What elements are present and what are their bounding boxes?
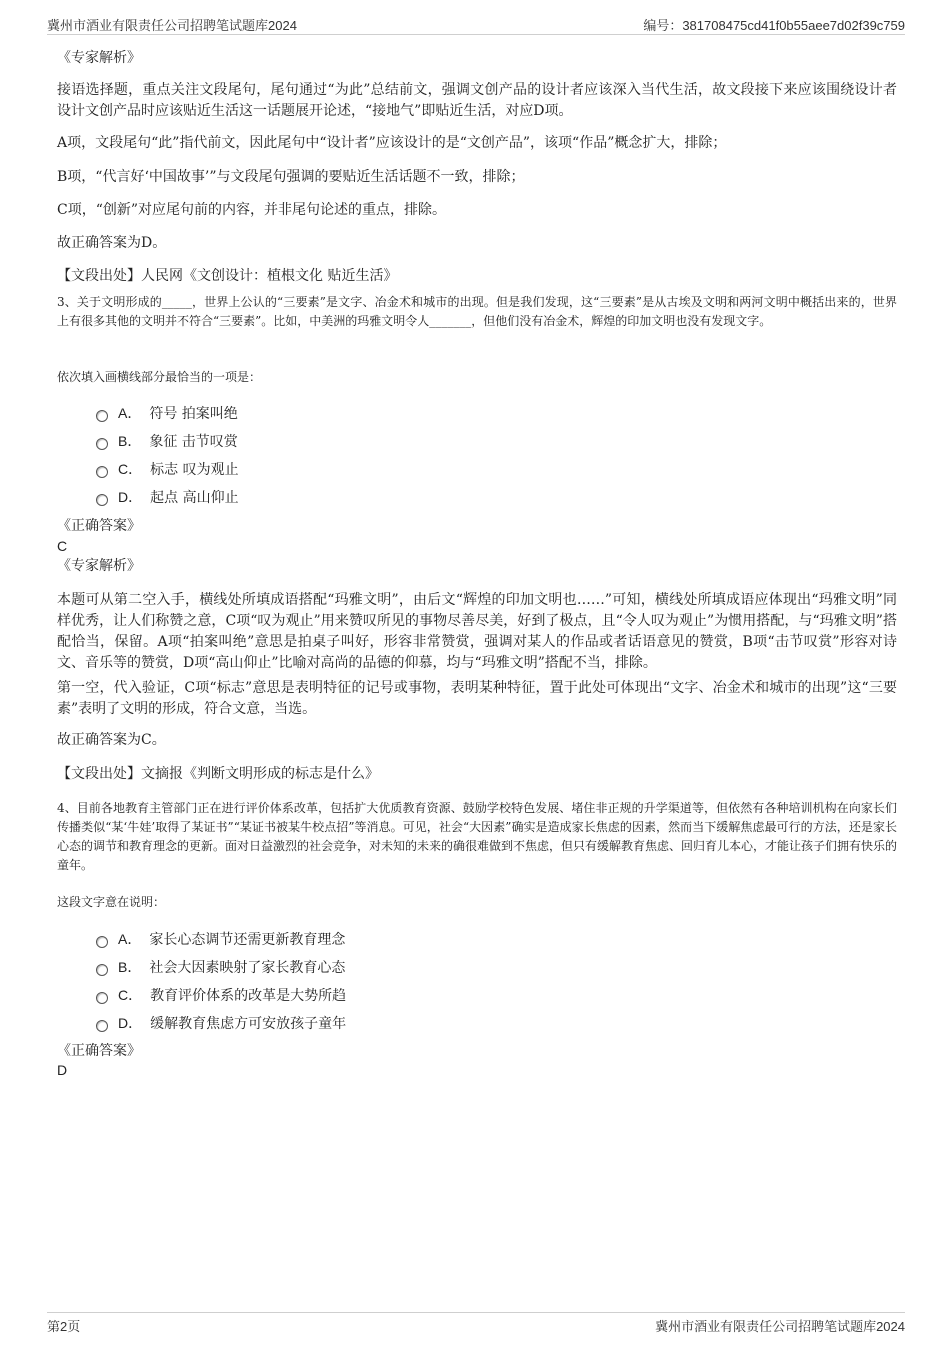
q2-analysis-option-c: C项，“创新”对应尾句前的内容，并非尾句论述的重点，排除。 [57,202,447,218]
q4-option-b[interactable] [96,956,345,978]
q3-prompt-text: 依次填入画横线部分最恰当的一项是： [57,370,262,384]
q2-answer-statement [57,233,897,254]
option-letter: D． [118,489,143,505]
option-letter: A． [118,405,142,421]
radio-icon[interactable] [96,410,108,422]
q4-option-a[interactable] [96,928,345,950]
q3-analysis-label: 《专家解析》 [57,558,141,574]
option-letter: A． [118,931,142,947]
q2-analysis-option-a: A项，文段尾句“此”指代前文，因此尾句中“设计者”应该设计的是“文创产品”，该项“作品”概念扩大，排除； [57,135,727,151]
q3-analysis-text: 第一空，代入验证，C项“标志”意思是表明特征的记号或事物，表明某种特征，置于此处可体现出“文字、冶金术和城市的出现”这“三要素”表明了文明的形成，符合文意，当选。 [57,680,897,717]
q2-analysis-label: 《专家解析》 [57,50,141,66]
q2-analysis-p4 [57,200,897,221]
option-text: 标志 叹为观止 [150,462,239,478]
q3-prompt [57,368,897,387]
q3-analysis-p1 [57,590,897,674]
option-text: 象征 击节叹赏 [149,434,238,450]
option-letter: B． [118,433,142,449]
option-letter: D． [118,1015,143,1031]
q2-answer-text: 故正确答案为D。 [57,235,167,251]
radio-icon[interactable] [96,1020,108,1032]
q3-stem [57,293,897,331]
option-text: 社会大因素映射了家长教育心态 [149,960,346,976]
radio-icon[interactable] [96,438,108,450]
option-letter: C． [118,987,143,1003]
q2-source [57,266,897,287]
q3-option-b[interactable] [96,430,238,452]
q3-option-a[interactable] [96,402,238,424]
radio-icon[interactable] [96,992,108,1004]
q3-analysis-text: 本题可从第二空入手，横线处所填成语搭配“玛雅文明”，由后文“辉煌的印加文明也……”可知，横线处所填成语应体现出“玛雅文明”同样优秀，让人们称赞之意，C项“叹为观止”用来赞叹所见的事物尽善尽美，好到了极点，且“令人叹为观止”为惯用搭配，与“玛雅文明”搭配恰当，保留。A项“拍案叫绝”意思是拍桌子叫好，形容非常赞赏，强调对某人的作品或者话语意见的赞赏，B项“击节叹赏”形容对诗文、音乐等的赞赏，D项“高山仰止”比喻对高尚的品德的仰慕，均与“玛雅文明”搭配不当，排除。 [57,592,897,671]
option-text: 缓解教育焦虑方可安放孩子童年 [150,1016,347,1032]
q4-option-d[interactable] [96,1012,346,1034]
q3-analysis-p2 [57,678,897,720]
q2-analysis-p3 [57,167,897,188]
header-title: 冀州市酒业有限责任公司招聘笔试题库2024 [47,17,297,33]
q2-source-text: 【文段出处】人民网《文创设计：植根文化 贴近生活》 [57,268,398,284]
q4-answer-label: 《正确答案》 [57,1043,141,1059]
q4-answer: D [57,1062,68,1078]
option-letter: B． [118,959,142,975]
q4-prompt [57,893,897,912]
q3-answer: C [57,538,68,554]
option-letter: C． [118,461,143,477]
q2-analysis-p1 [57,80,897,122]
option-text: 起点 高山仰止 [150,490,239,506]
header-serial-number: 编号：381708475cd41f0b55aee7d02f39c759 [643,17,905,33]
q3-source [57,764,897,785]
q4-stem [57,799,897,875]
q4-prompt-text: 这段文字意在说明： [57,895,166,909]
q3-answer-text: 故正确答案为C。 [57,732,166,748]
q2-analysis-option-b: B项，“代言好‘中国故事’”与文段尾句强调的要贴近生活话题不一致，排除； [57,169,525,185]
radio-icon[interactable] [96,964,108,976]
radio-icon[interactable] [96,494,108,506]
q2-analysis-text: 接语选择题，重点关注文段尾句，尾句通过“为此”总结前文，强调文创产品的设计者应该深入当代生活，故文段接下来应该围绕设计者设计文创产品时应该贴近生活这一话题展开论述，“接地气”即贴近生活，对应D项。 [57,82,897,119]
q3-option-d[interactable] [96,486,239,508]
footer-title: 冀州市酒业有限责任公司招聘笔试题库2024 [655,1318,905,1334]
page-header [47,14,905,35]
radio-icon[interactable] [96,936,108,948]
q3-stem-text: 3、关于文明形成的_____，世界上公认的“三要素”是文字、冶金术和城市的出现。但是我们发现，这“三要素”是从古埃及文明和两河文明中概括出来的，世界上有很多其他的文明并不符合“三要素”。比如，中美洲的玛雅文明令人_______，但他们没有冶金术，辉煌的印加文明也没有发现文字。 [57,295,897,328]
q4-stem-text: 4、目前各地教育主管部门正在进行评价体系改革，包括扩大优质教育资源、鼓励学校特色发展、堵住非正规的升学渠道等，但依然有各种培训机构在向家长们传播类似“某‘牛娃’取得了某证书”“某证书被某牛校点招”等消息。可见，社会“大因素”确实是造成家长焦虑的因素，然而当下缓解焦虑最可行的方法，还是家长心态的调节和教育理念的更新。面对日益激烈的社会竞争，对未知的未来的确很难做到不焦虑，但只有缓解教育焦虑、回归育儿本心，才能让孩子们拥有快乐的童年。 [57,801,898,872]
q2-analysis-p2 [57,133,897,154]
radio-icon[interactable] [96,466,108,478]
option-text: 符号 拍案叫绝 [149,406,238,422]
q3-source-text: 【文段出处】文摘报《判断文明形成的标志是什么》 [57,766,379,782]
q3-answer-statement [57,730,897,751]
option-text: 家长心态调节还需更新教育理念 [149,932,346,948]
q3-answer-label: 《正确答案》 [57,518,141,534]
option-text: 教育评价体系的改革是大势所趋 [150,988,347,1004]
page-number: 第2页 [47,1318,81,1334]
q3-option-c[interactable] [96,458,239,480]
q4-option-c[interactable] [96,984,346,1006]
page-footer [47,1312,905,1335]
